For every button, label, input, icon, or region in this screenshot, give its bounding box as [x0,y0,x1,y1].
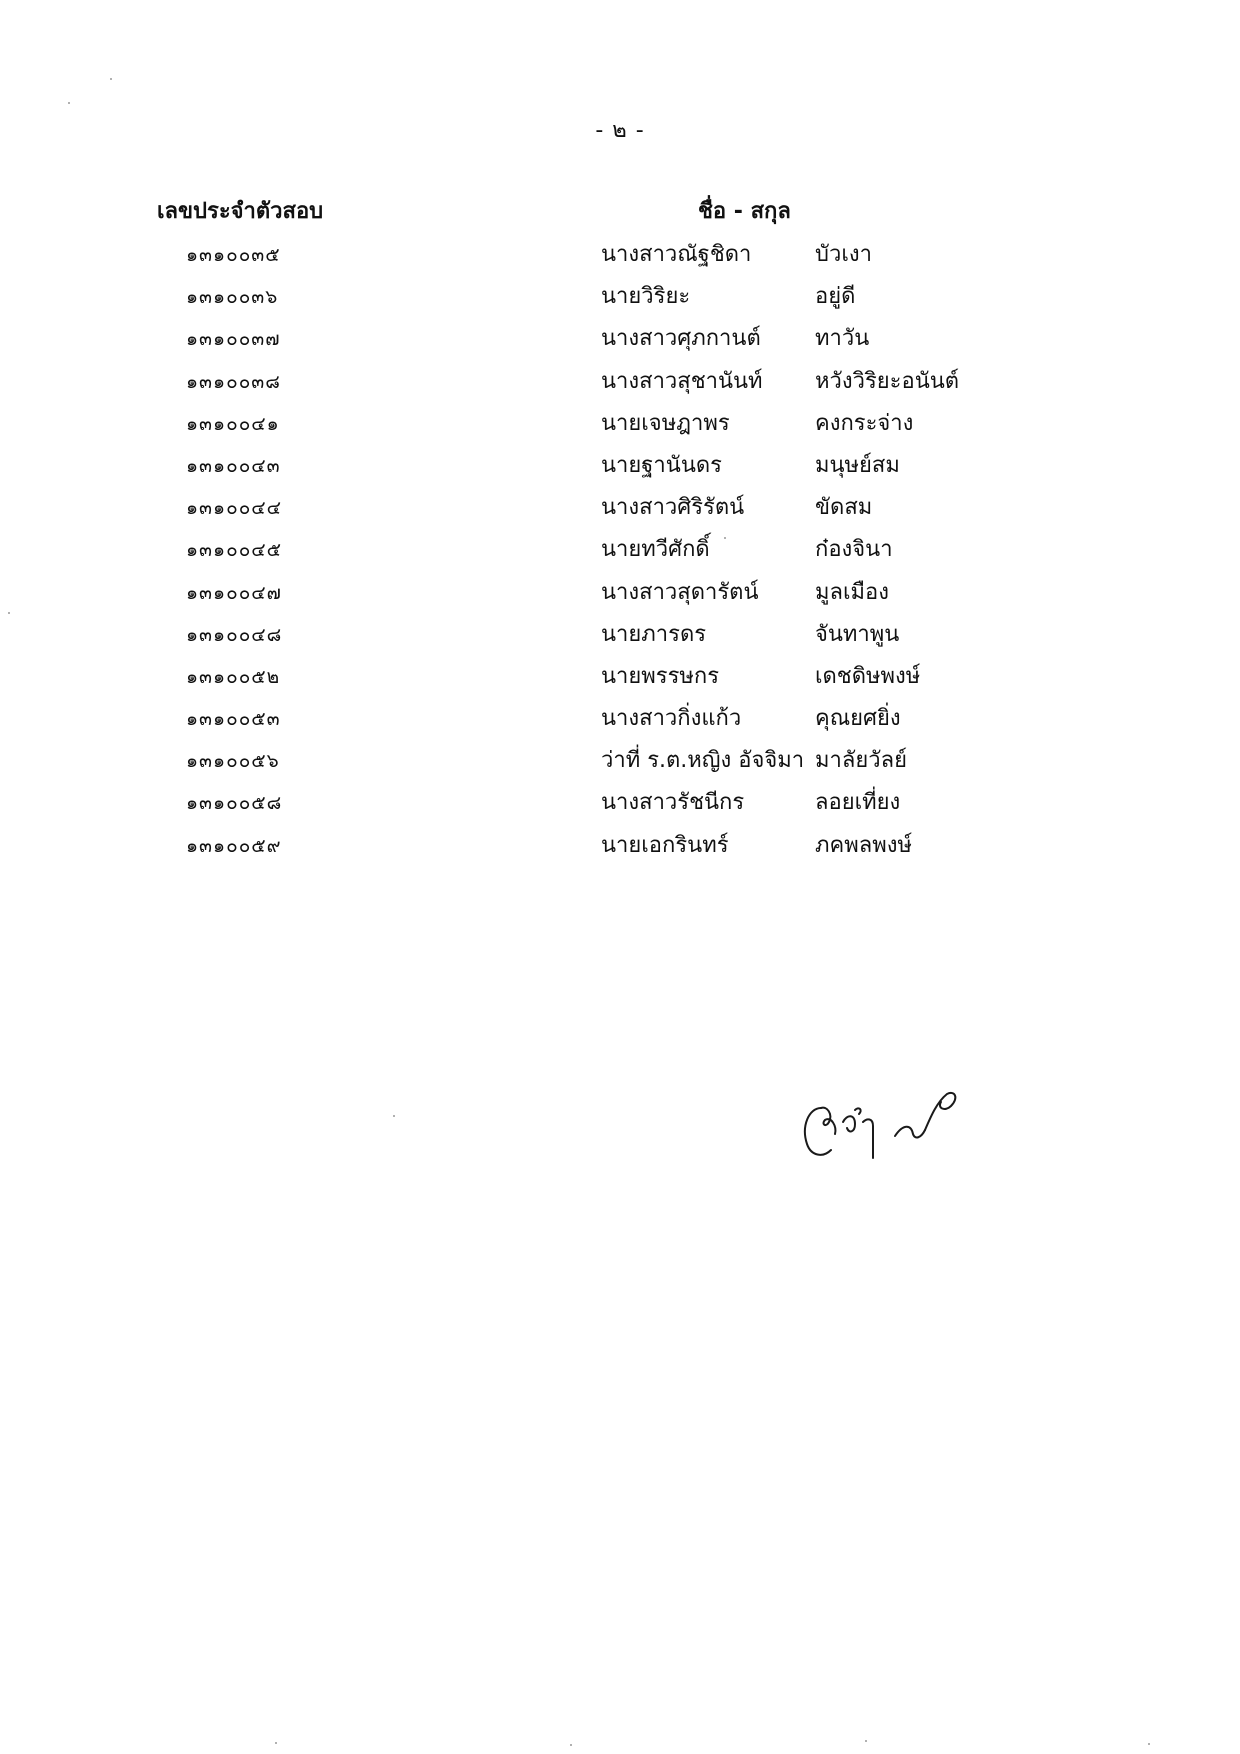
exam-id: ๑๓๑๐๐๕๙ [186,834,282,857]
table-row [0,359,1240,401]
table-row [0,612,1240,654]
exam-id: ๑๓๑๐๐๓๖ [186,286,279,309]
first-name: นายเอกรินทร์ [601,832,729,858]
table-row [0,401,1240,443]
first-name: นายวิริยะ [601,284,691,310]
last-name: ทาวัน [815,326,870,352]
last-name: มนุษย์สม [815,452,900,478]
exam-id: ๑๓๑๐๐๕๒ [186,665,281,688]
first-name: นายภารดร [601,621,707,647]
scan-speck [275,1742,277,1744]
scan-speck [8,612,10,614]
scan-speck [570,1744,572,1746]
table-row [0,443,1240,485]
first-name: นางสาวรัชนีกร [601,790,745,816]
table-row [0,780,1240,822]
header-exam-id: เลขประจำตัวสอบ [157,199,324,224]
first-name: นางสาวณัฐชิดา [601,242,752,267]
table-row [0,654,1240,696]
exam-id: ๑๓๑๐๐๓๕ [186,244,281,266]
scan-speck [865,1740,867,1742]
table-row [0,696,1240,738]
last-name: มูลเมือง [815,579,889,605]
scan-speck [68,102,70,104]
last-name: มาลัยวัลย์ [815,748,907,774]
first-name: นายพรรษกร [601,663,720,689]
last-name: อยู่ดี [815,284,856,310]
last-name: เดชดิษพงษ์ [815,663,921,689]
exam-id: ๑๓๑๐๐๔๑ [186,412,280,435]
page-number: - ๒ - [595,118,645,143]
table-row [0,232,1240,274]
first-name: นายฐานันดร [601,452,722,478]
scan-speck [724,537,726,539]
exam-id: ๑๓๑๐๐๔๕ [186,539,283,562]
exam-id: ๑๓๑๐๐๓๘ [186,370,281,393]
header-full-name: ชื่อ - สกุล [698,199,791,224]
last-name: คุณยศยิ่ง [815,706,901,732]
last-name: ลอยเที่ยง [815,790,901,816]
first-name: นายทวีศักดิ์ [601,537,710,563]
last-name: ภคพลพงษ์ [815,832,912,858]
table-row [0,316,1240,358]
scan-speck [393,1115,395,1117]
handwritten-signature-icon [795,1078,965,1168]
table-row [0,738,1240,780]
first-name: นางสาวสุชานันท์ [601,368,763,394]
exam-id: ๑๓๑๐๐๕๖ [186,750,280,773]
first-name: นางสาวสุดารัตน์ [601,579,759,605]
exam-id: ๑๓๑๐๐๓๗ [186,328,281,351]
last-name: หวังวิริยะอนันต์ [815,368,960,394]
exam-id: ๑๓๑๐๐๔๘ [186,623,283,646]
candidate-list [0,232,1240,865]
last-name: บัวเงา [815,242,872,267]
exam-id: ๑๓๑๐๐๕๓ [186,708,281,731]
exam-id: ๑๓๑๐๐๔๗ [186,581,282,604]
last-name: ก๋องจินา [815,537,893,563]
last-name: จันทาพูน [815,621,900,647]
table-row [0,274,1240,316]
table-row [0,570,1240,612]
scan-speck [110,78,112,80]
first-name: ว่าที่ ร.ต.หญิง อัจจิมา [601,748,805,774]
first-name: นางสาวศิริรัตน์ [601,495,745,521]
first-name: นายเจษฎาพร [601,410,730,436]
first-name: นางสาวกิ่งแก้ว [601,706,742,732]
first-name: นางสาวศุภกานต์ [601,326,761,352]
table-row [0,527,1240,569]
table-row [0,485,1240,527]
exam-id: ๑๓๑๐๐๔๓ [186,454,281,477]
scan-speck [1148,1743,1150,1745]
last-name: คงกระจ่าง [815,410,914,436]
last-name: ขัดสม [815,495,873,521]
table-row [0,823,1240,865]
exam-id: ๑๓๑๐๐๔๔ [186,497,283,520]
exam-id: ๑๓๑๐๐๕๘ [186,792,283,815]
